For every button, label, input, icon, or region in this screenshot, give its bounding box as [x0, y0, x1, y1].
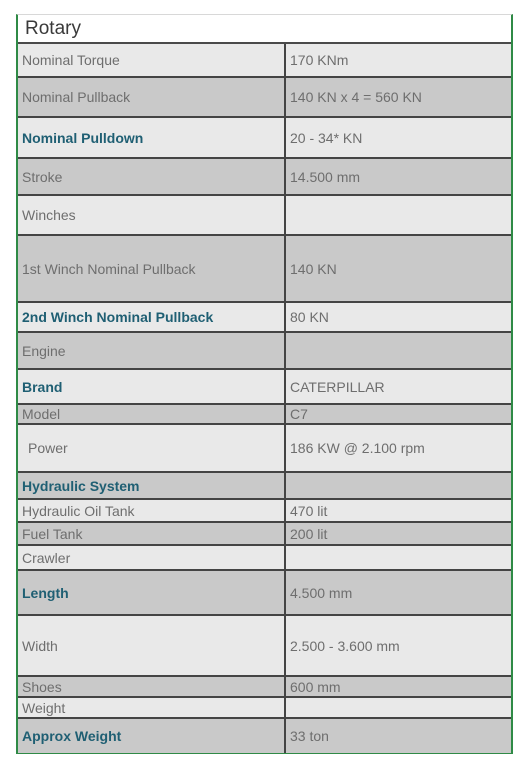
- row-value: [285, 195, 511, 235]
- row-value: 4.500 mm: [285, 570, 511, 615]
- row-label: Nominal Pulldown: [18, 117, 285, 158]
- row-label: Model: [18, 404, 285, 424]
- table-row-hydraulic-oil-tank: [18, 499, 511, 522]
- row-label: Crawler: [18, 545, 285, 570]
- row-label: Nominal Torque: [18, 44, 285, 77]
- table-row-nominal-torque: [18, 44, 511, 77]
- row-label: Shoes: [18, 676, 285, 697]
- row-value: [285, 697, 511, 718]
- table-row-nominal-pulldown: [18, 117, 511, 158]
- row-label: Weight: [18, 697, 285, 718]
- table-row-model: [18, 404, 511, 424]
- row-value: 140 KN: [285, 235, 511, 302]
- table-row-hydraulic-system: [18, 472, 511, 499]
- table-row-width: [18, 615, 511, 676]
- row-label: Brand: [18, 369, 285, 404]
- row-label: Fuel Tank: [18, 522, 285, 545]
- row-value: 170 KNm: [285, 44, 511, 77]
- spec-sheet: [16, 14, 513, 754]
- row-label: 1st Winch Nominal Pullback: [18, 235, 285, 302]
- table-row-stroke: [18, 158, 511, 195]
- row-label: Power: [18, 424, 285, 472]
- row-value: [285, 332, 511, 369]
- table-row-power: [18, 424, 511, 472]
- row-value: 14.500 mm: [285, 158, 511, 195]
- table-row-weight: [18, 697, 511, 718]
- row-value: C7: [285, 404, 511, 424]
- row-label: Nominal Pullback: [18, 77, 285, 117]
- row-label: Approx Weight: [18, 718, 285, 753]
- table-row-brand: [18, 369, 511, 404]
- row-value: 600 mm: [285, 676, 511, 697]
- row-value: 470 lit: [285, 499, 511, 522]
- table-row-length: [18, 570, 511, 615]
- row-label: Length: [18, 570, 285, 615]
- row-value: 2.500 - 3.600 mm: [285, 615, 511, 676]
- table-row-shoes: [18, 676, 511, 697]
- row-label: 2nd Winch Nominal Pullback: [18, 302, 285, 332]
- spec-table: [18, 44, 511, 753]
- table-row-1st-winch: [18, 235, 511, 302]
- row-label: Winches: [18, 195, 285, 235]
- table-row-fuel-tank: [18, 522, 511, 545]
- row-value: 186 KW @ 2.100 rpm: [285, 424, 511, 472]
- table-row-engine: [18, 332, 511, 369]
- table-row-2nd-winch: [18, 302, 511, 332]
- row-value: 200 lit: [285, 522, 511, 545]
- row-label: Stroke: [18, 158, 285, 195]
- row-value: 140 KN x 4 = 560 KN: [285, 77, 511, 117]
- table-row-nominal-pullback: [18, 77, 511, 117]
- row-label: Engine: [18, 332, 285, 369]
- row-value: [285, 472, 511, 499]
- table-row-approx-weight: [18, 718, 511, 753]
- section-title: Rotary: [18, 15, 511, 44]
- table-row-winches: [18, 195, 511, 235]
- row-label: Hydraulic System: [18, 472, 285, 499]
- row-value: 80 KN: [285, 302, 511, 332]
- table-row-crawler: [18, 545, 511, 570]
- row-label: Width: [18, 615, 285, 676]
- row-value: 33 ton: [285, 718, 511, 753]
- row-value: 20 - 34* KN: [285, 117, 511, 158]
- row-label: Hydraulic Oil Tank: [18, 499, 285, 522]
- row-value: [285, 545, 511, 570]
- row-value: CATERPILLAR: [285, 369, 511, 404]
